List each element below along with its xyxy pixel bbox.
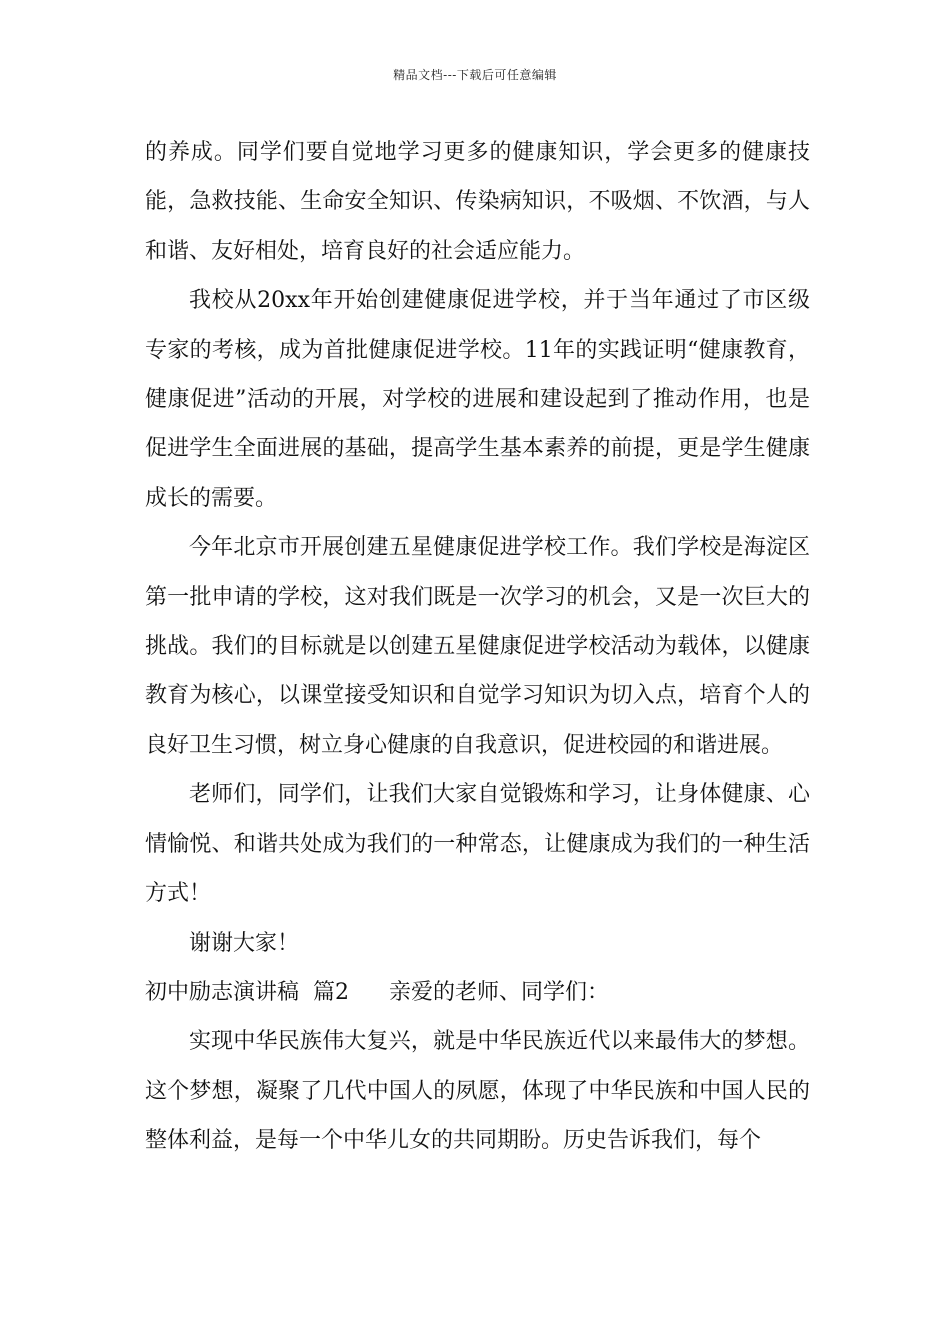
document-body [145,128,810,1166]
paragraph-3: 今年北京市开展创建五星健康促进学校工作。我们学校是海淀区第一批申请的学校，这对我们既是一次学习的机会，又是一次巨大的挑战。我们的目标就是以创建五星健康促进学校活动为载体，以健康教育为核心，以课堂接受知识和自觉学习知识为切入点，培育个人的良好卫生习惯，树立身心健康的自我意识，促进校园的和谐进展。 [145,535,810,758]
paragraph-2: 我校从20xx年开始创建健康促进学校，并于当年通过了市区级专家的考核，成为首批健康促进学校。11年的实践证明“健康教育，健康促进”活动的开展，对学校的进展和建设起到了推动作用，也是促进学生全面进展的基础，提高学生基本素养的前提，更是学生健康成长的需要。 [145,288,810,511]
section-greeting: 亲爱的老师、同学们： [388,979,609,1005]
section-title: 初中励志演讲稿 篇2 [145,979,349,1005]
paragraph-5: 谢谢大家！ [189,930,300,956]
section2-paragraph-1: 实现中华民族伟大复兴，就是中华民族近代以来最伟大的梦想。这个梦想，凝聚了几代中国人的夙愿，体现了中华民族和中国人民的整体利益，是每一个中华儿女的共同期盼。历史告诉我们，每个 [145,1029,810,1154]
paragraph-4: 老师们，同学们，让我们大家自觉锻炼和学习，让身体健康、心情愉悦、和谐共处成为我们的一种常态，让健康成为我们的一种生活方式！ [145,782,810,907]
page-header: 精品文档---下载后可任意编辑 [393,68,557,82]
paragraph-1: 的养成。同学们要自觉地学习更多的健康知识，学会更多的健康技能，急救技能、生命安全知识、传染病知识，不吸烟、不饮酒，与人和谐、友好相处，培育良好的社会适应能力。 [145,140,810,264]
section-title-line [145,968,810,1017]
